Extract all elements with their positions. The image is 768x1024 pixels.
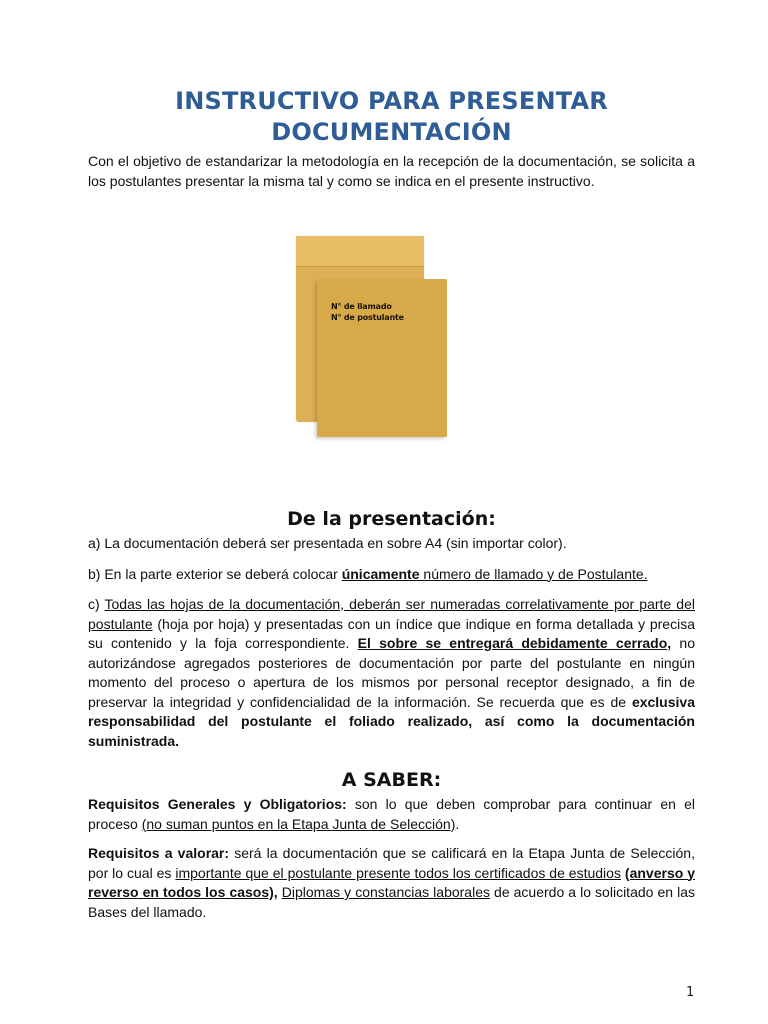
item-b <box>88 565 695 585</box>
item-c-sealed: El sobre se entregará debidamente cerrado, <box>357 635 672 651</box>
item-a: a) La documentación deberá ser presentada en sobre A4 (sin importar color). <box>88 535 567 551</box>
document-page <box>88 86 695 922</box>
envelope-label-llamado: N° de llamado <box>331 302 392 311</box>
item-c-underlined: Todas las hojas de la documentación, deberán ser numeradas correlativamente por parte del postulante <box>88 596 695 632</box>
req-valorar-underlined: importante que el postulante presente todos los certificados de estudios <box>175 864 621 881</box>
item-b-rest: número de llamado y de Postulante. <box>419 565 648 582</box>
envelope-flap <box>296 236 424 267</box>
item-c-bold-end: exclusiva responsabilidad del postulante el foliado realizado, así como la documentación suministrada. <box>88 693 695 749</box>
item-b-pre: b) En la parte exterior se deberá colocar <box>88 565 342 582</box>
document-title <box>88 86 695 148</box>
saber-heading: A SABER: <box>341 769 442 791</box>
req-valorar-label: Requisitos a valorar: <box>88 845 230 861</box>
req-generales-label: Requisitos Generales y Obligatorios: <box>88 796 347 812</box>
req-generales-end: . <box>455 815 460 832</box>
req-valorar-bold: (anverso y reverso en todos los casos), <box>88 864 696 900</box>
envelope-illustration <box>88 191 695 491</box>
item-c-pre: c) <box>88 596 105 612</box>
req-valorar <box>88 844 695 922</box>
intro-paragraph: Con el objetivo de estandarizar la metodología en la recepción de la documentación, se solicita a los postulantes presentar la misma tal y como se indica en el presente instructivo. <box>88 153 695 189</box>
item-c <box>88 595 695 751</box>
req-generales <box>88 795 695 834</box>
req-valorar-underlined2: Diplomas y constancias laborales <box>281 884 490 900</box>
item-b-bold: únicamente <box>341 565 420 582</box>
item-c-mid2: no autorizándose agregados posteriores de documentación por parte del postulante en ningún momento del proceso o apertura de los mismos por personal receptor designado, a fin de preservar la integridad y confidencialidad de la información. Se recuerda que es de <box>88 635 695 710</box>
envelope-label-postulante: N° de postulante <box>331 313 404 322</box>
req-valorar-end: de acuerdo a lo solicitado en las Bases del llamado. <box>88 884 695 920</box>
envelope-label <box>331 301 404 323</box>
title-line-2: DOCUMENTACIÓN <box>271 118 512 146</box>
req-valorar-text: será la documentación que se calificará en la Etapa Junta de Selección, por lo cual es <box>88 845 695 881</box>
presentation-heading: De la presentación: <box>287 508 496 530</box>
item-c-mid: (hoja por hoja) y presentadas con un índice que indique en forma detallada y precisa su contenido y la foja correspondiente. <box>88 615 695 651</box>
title-line-1: INSTRUCTIVO PARA PRESENTAR <box>175 87 608 115</box>
req-generales-underlined: (no suman puntos en la Etapa Junta de Selección) <box>141 815 456 832</box>
envelope-front <box>317 279 447 437</box>
page-number: 1 <box>686 985 695 1000</box>
req-generales-text: son lo que deben comprobar para continuar en el proceso <box>88 796 696 832</box>
